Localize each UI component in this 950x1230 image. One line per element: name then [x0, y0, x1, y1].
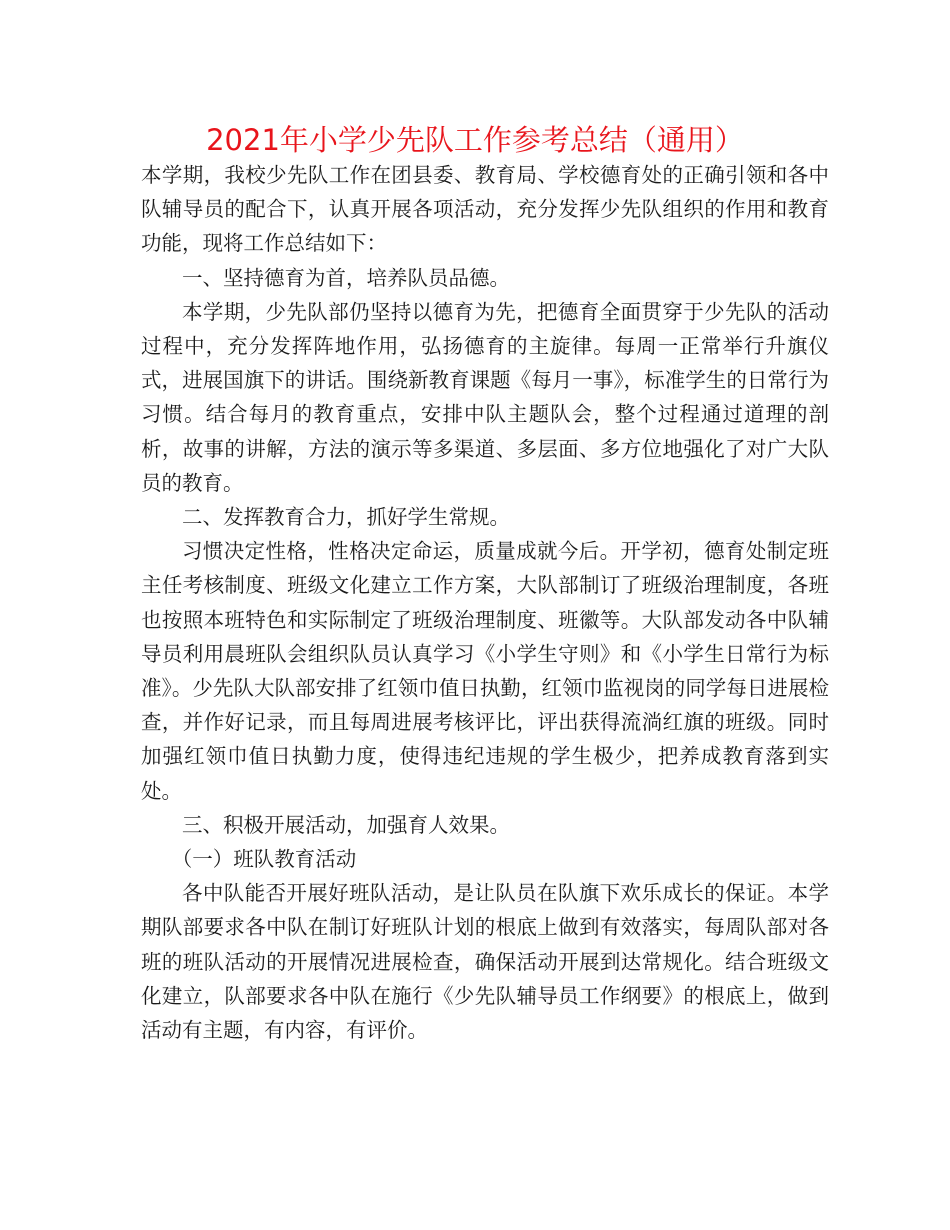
- section-1-paragraph: 本学期，少先队部仍坚持以德育为先，把德育全面贯穿于少先队的活动过程中，充分发挥阵地作用，弘扬德育的主旋律。每周一正常举行升旗仪式，进展国旗下的讲话。围绕新教育课题《每月一事》，标准学生的日常行为习惯。结合每月的教育重点，安排中队主题队会，整个过程通过道理的剖析，故事的讲解，方法的演示等多渠道、多层面、多方位地强化了对广大队员的教育。: [141, 299, 829, 495]
- document-body: [141, 158, 829, 1047]
- intro-paragraph: 本学期，我校少先队工作在团县委、教育局、学校德育处的正确引领和各中队辅导员的配合下，认真开展各项活动，充分发挥少先队组织的作用和教育功能，现将工作总结如下：: [141, 163, 829, 256]
- section-heading-3: 三、积极开展活动，加强育人效果。: [182, 812, 510, 837]
- document-title: 2021年小学少先队工作参考总结（通用）: [206, 123, 744, 157]
- section-2-paragraph: 习惯决定性格，性格决定命运，质量成就今后。开学初，德育处制定班主任考核制度、班级文化建立工作方案，大队部制订了班级治理制度，各班也按照本班特色和实际制定了班级治理制度、班徽等。大队部发动各中队辅导员利用晨班队会组织队员认真学习《小学生守则》和《小学生日常行为标准》。少先队大队部安排了红领巾值日执勤，红领巾监视岗的同学每日进展检查，并作好记录，而且每周进展考核评比，评出获得流淌红旗的班级。同时加强红领巾值日执勤力度，使得违纪违规的学生极少，把养成教育落到实处。: [141, 539, 829, 803]
- subsection-1-paragraph: 各中队能否开展好班队活动，是让队员在队旗下欢乐成长的保证。本学期队部要求各中队在制订好班队计划的根底上做到有效落实，每周队部对各班的班队活动的开展情况进展检查，确保活动开展到达常规化。结合班级文化建立，队部要求各中队在施行《少先队辅导员工作纲要》的根底上，做到活动有主题，有内容，有评价。: [141, 881, 829, 1043]
- section-heading-2: 二、发挥教育合力，抓好学生常规。: [182, 505, 510, 530]
- section-heading-1: 一、坚持德育为首，培养队员品德。: [182, 265, 510, 290]
- subsection-heading-1: （一）班队教育活动: [171, 847, 357, 872]
